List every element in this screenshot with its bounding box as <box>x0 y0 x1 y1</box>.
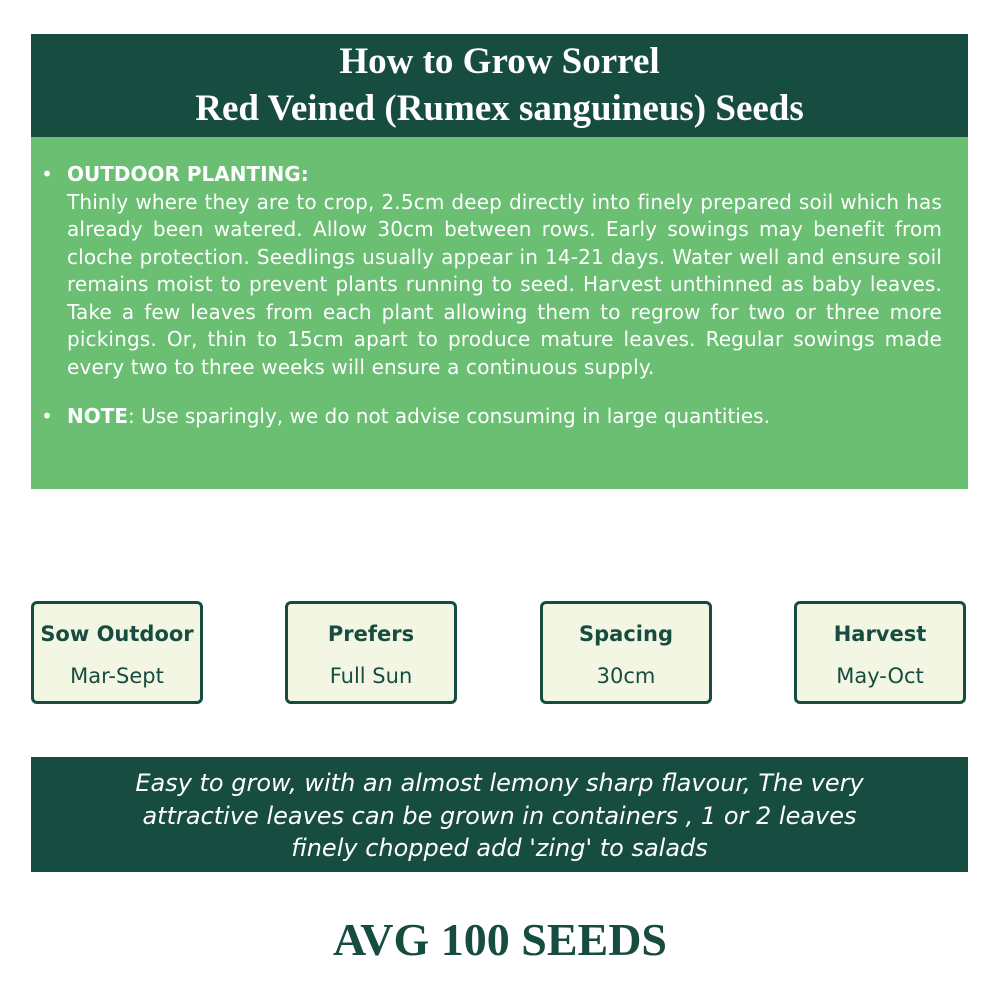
description-banner <box>31 757 968 872</box>
harvest-title: Harvest <box>833 622 927 646</box>
title-line-2: Red Veined (Rumex sanguineus) Seeds <box>195 88 804 129</box>
prefers-value: Full Sun <box>329 664 413 688</box>
description-line-1: Easy to grow, with an almost lemony sharp flavour, The very <box>135 769 864 797</box>
spacing-card <box>540 601 712 704</box>
instructions-panel <box>31 137 968 489</box>
outdoor-planting-item <box>41 161 942 381</box>
spacing-title: Spacing <box>579 622 673 646</box>
description-line-3: finely chopped add 'zing' to salads <box>291 834 708 862</box>
prefers-card <box>285 601 457 704</box>
seed-count-label: AVG 100 SEEDS <box>332 914 668 965</box>
bullet-icon: • <box>41 162 53 186</box>
bullet-icon: • <box>41 404 53 428</box>
spacing-value: 30cm <box>596 664 656 688</box>
note-label: NOTE <box>67 404 129 428</box>
sow-outdoor-value: Mar-Sept <box>70 664 164 688</box>
title-banner <box>31 34 968 137</box>
harvest-value: May-Oct <box>836 664 924 688</box>
description-line-2: attractive leaves can be grown in containers , 1 or 2 leaves <box>142 801 857 830</box>
sow-outdoor-card <box>31 601 203 704</box>
sow-outdoor-title: Sow Outdoor <box>40 622 194 646</box>
prefers-title: Prefers <box>327 622 415 646</box>
outdoor-planting-text: Thinly where they are to crop, 2.5cm deep directly into finely prepared soil which has already been watered. Allow 30cm between rows. Early sowings may benefit from cloche protection. Seedlings usually appear in 14-21 days. Water well and ensure soil remains moist to prevent plants running to seed. Harvest unthinned as baby leaves. Take a few leaves from each plant allowing them to regrow for two or three more pickings. Or, thin to 15cm apart to produce mature leaves. Regular sowings made every two to three weeks will ensure a continuous supply. <box>67 189 942 379</box>
title-line-1: How to Grow Sorrel <box>339 41 660 82</box>
harvest-card <box>794 601 966 704</box>
outdoor-planting-heading: OUTDOOR PLANTING: <box>67 162 309 186</box>
note-text: : Use sparingly, we do not advise consuming in large quantities. <box>128 404 770 428</box>
note-item <box>41 403 942 431</box>
